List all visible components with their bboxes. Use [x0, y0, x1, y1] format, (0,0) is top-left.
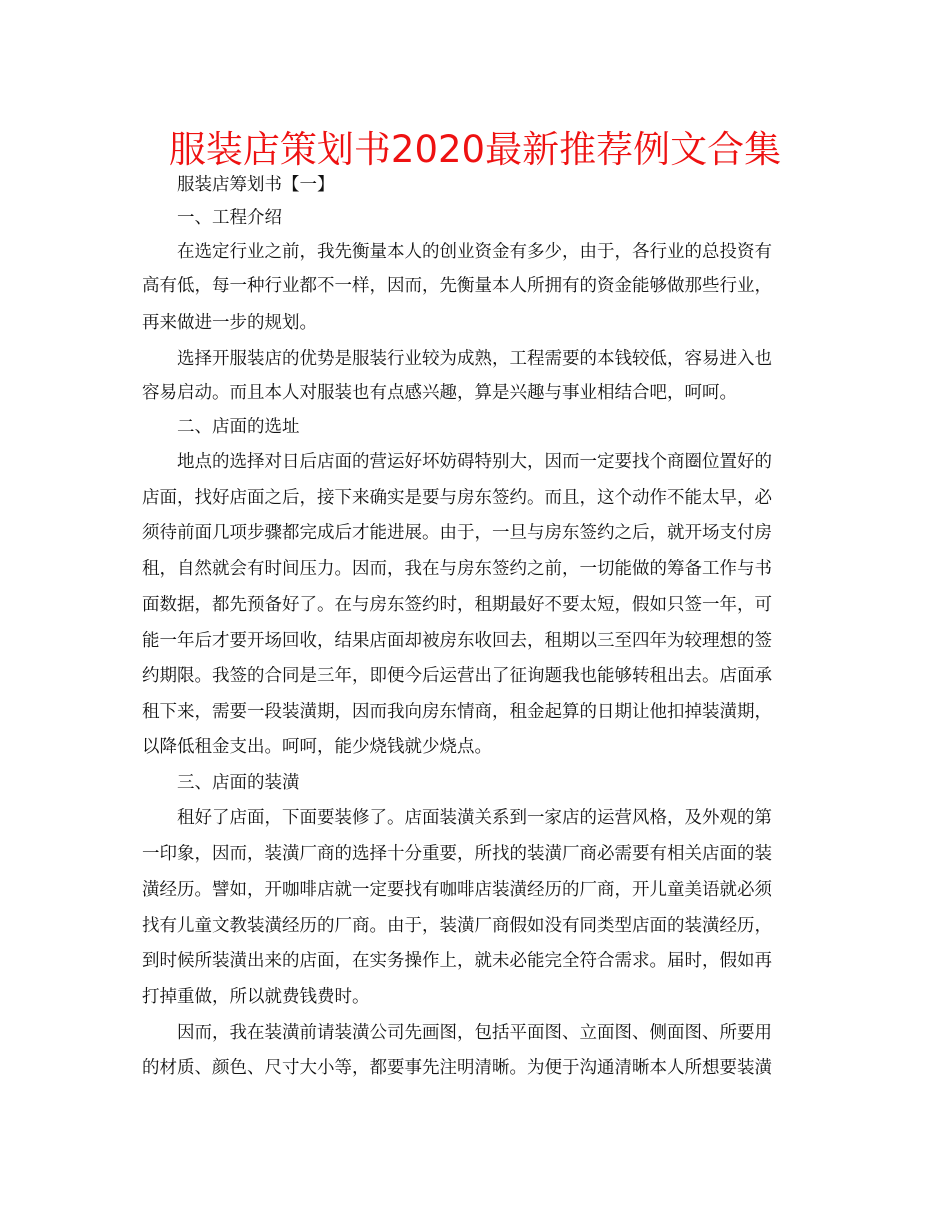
section-subtitle: 服装店筹划书【一】: [177, 175, 335, 195]
paragraph-line: 因而，我在装潢前请装潢公司先画图，包括平面图、立面图、侧面图、所要用: [177, 1023, 772, 1043]
paragraph-line: 选择开服装店的优势是服装行业较为成熟，工程需要的本钱较低，容易进入也: [177, 349, 772, 369]
paragraph-line: 一印象，因而，装潢厂商的选择十分重要，所找的装潢厂商必需要有相关店面的装: [142, 844, 772, 864]
paragraph-line: 租下来，需要一段装潢期，因而我向房东情商，租金起算的日期让他扣掉装潢期，: [142, 702, 772, 722]
paragraph-line: 店面，找好店面之后，接下来确实是要与房东签约。而且，这个动作不能太早，必: [142, 488, 772, 508]
paragraph-line: 的材质、颜色、尺寸大小等，都要事先注明清晰。为便于沟通清晰本人所想要装潢: [142, 1058, 772, 1078]
paragraph-line: 打掉重做，所以就费钱费时。: [142, 987, 370, 1007]
paragraph-line: 以降低租金支出。呵呵，能少烧钱就少烧点。: [142, 737, 492, 757]
paragraph-line: 须待前面几项步骤都完成后才能进展。由于，一旦与房东签约之后，就开场支付房: [142, 523, 772, 543]
section-heading: 一、工程介绍: [177, 208, 282, 228]
paragraph-line: 再来做进一步的规划。: [142, 313, 317, 333]
paragraph-line: 面数据，都先预备好了。在与房东签约时，租期最好不要太短，假如只签一年，可: [142, 595, 772, 615]
paragraph-line: 高有低，每一种行业都不一样，因而，先衡量本人所拥有的资金能够做那些行业，: [142, 276, 772, 296]
paragraph-line: 租，自然就会有时间压力。因而，我在与房东签约之前，一切能做的筹备工作与书: [142, 559, 772, 579]
paragraph-line: 在选定行业之前，我先衡量本人的创业资金有多少，由于，各行业的总投资有: [177, 242, 772, 262]
section-heading: 二、店面的选址: [177, 417, 300, 437]
paragraph-line: 能一年后才要开场回收，结果店面却被房东收回去，租期以三至四年为较理想的签: [142, 631, 772, 651]
paragraph-line: 地点的选择对日后店面的营运好坏妨碍特别大，因而一定要找个商圈位置好的: [177, 452, 772, 472]
paragraph-line: 租好了店面，下面要装修了。店面装潢关系到一家店的运营风格，及外观的第: [177, 808, 772, 828]
document-title: 服装店策划书2020最新推荐例文合集: [168, 128, 782, 171]
paragraph-line: 到时候所装潢出来的店面，在实务操作上，就未必能完全符合需求。届时，假如再: [142, 951, 772, 971]
paragraph-line: 潢经历。譬如，开咖啡店就一定要找有咖啡店装潢经历的厂商，开儿童美语就必须: [142, 880, 772, 900]
paragraph-line: 容易启动。而且本人对服装也有点感兴趣，算是兴趣与事业相结合吧，呵呵。: [142, 383, 737, 403]
section-heading: 三、店面的装潢: [177, 773, 300, 793]
paragraph-line: 找有儿童文教装潢经历的厂商。由于，装潢厂商假如没有同类型店面的装潢经历，: [142, 916, 772, 936]
paragraph-line: 约期限。我签的合同是三年，即便今后运营出了征询题我也能够转租出去。店面承: [142, 666, 772, 686]
